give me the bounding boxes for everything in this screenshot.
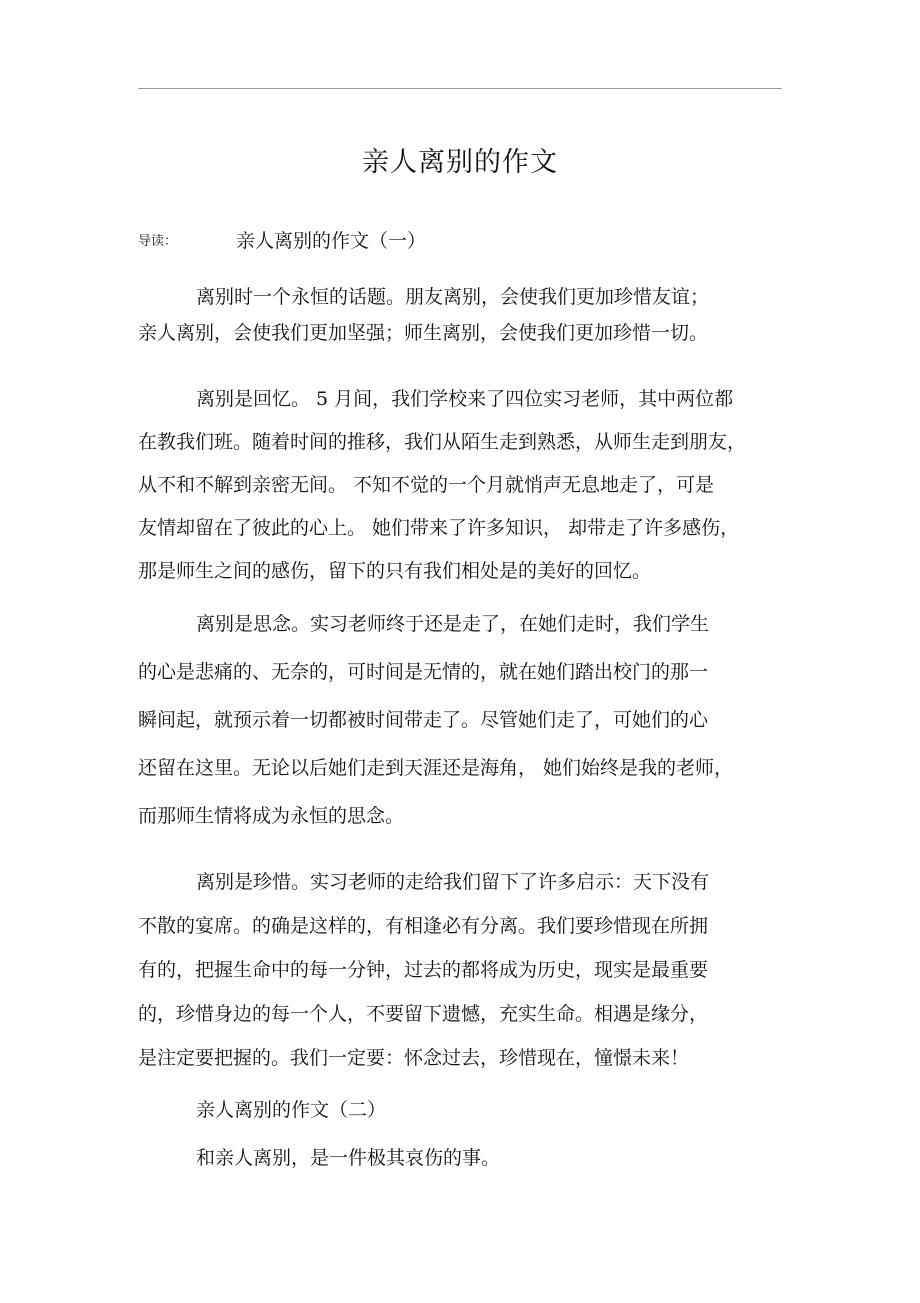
paragraph-line: 瞬间起，就预示着一切都被时间带走了。尽管她们走了，可她们的心 xyxy=(138,709,709,731)
paragraph-line: 友情却留在了彼此的心上。 她们带来了许多知识， 却带走了许多感伤， xyxy=(138,517,740,539)
lead-heading: 亲人离别的作文（一） xyxy=(236,230,427,252)
header-rule xyxy=(138,88,782,89)
paragraph-line: 不散的宴席。的确是这样的，有相逢必有分离。我们要珍惜现在所拥 xyxy=(138,915,709,937)
page-title: 亲人离别的作文 xyxy=(362,147,558,178)
paragraph-line: 是注定要把握的。我们一定要：怀念过去，珍惜现在，憧憬未来！ xyxy=(138,1047,690,1069)
lead-label: 导读： xyxy=(138,234,178,249)
paragraph-line: 而那师生情将成为永恒的思念。 xyxy=(138,805,405,827)
paragraph-line: 离别是思念。实习老师终于还是走了，在她们走时，我们学生 xyxy=(196,613,710,635)
paragraph-line: 从不和不解到亲密无间。 不知不觉的一个月就悄声无息地走了，可是 xyxy=(138,474,715,496)
paragraph-line: 和亲人离别，是一件极其哀伤的事。 xyxy=(196,1147,501,1169)
section-heading: 亲人离别的作文（二） xyxy=(196,1099,387,1121)
paragraph-line: 亲人离别，会使我们更加坚强；师生离别，会使我们更加珍惜一切。 xyxy=(138,322,709,344)
paragraph-line: 在教我们班。随着时间的推移，我们从陌生走到熟悉，从师生走到朋友， xyxy=(138,431,747,453)
paragraph-line: 那是师生之间的感伤，留下的只有我们相处是的美好的回忆。 xyxy=(138,560,652,582)
paragraph-line: 离别是回忆。 5 月间，我们学校来了四位实习老师，其中两位都 xyxy=(196,388,734,410)
paragraph-line: 离别是珍惜。实习老师的走给我们留下了许多启示：天下没有 xyxy=(196,871,710,893)
paragraph-line: 离别时一个永恒的话题。朋友离别，会使我们更加珍惜友谊； xyxy=(196,286,710,308)
paragraph-line: 有的，把握生命中的每一分钟，过去的都将成为历史，现实是最重要 xyxy=(138,959,709,981)
paragraph-line: 的心是悲痛的、无奈的，可时间是无情的，就在她们踏出校门的那一 xyxy=(138,661,709,683)
paragraph-line: 的，珍惜身边的每一个人，不要留下遗憾，充实生命。相遇是缘分， xyxy=(138,1003,709,1025)
paragraph-line: 还留在这里。无论以后她们走到天涯还是海角， 她们始终是我的老师， xyxy=(138,757,734,779)
